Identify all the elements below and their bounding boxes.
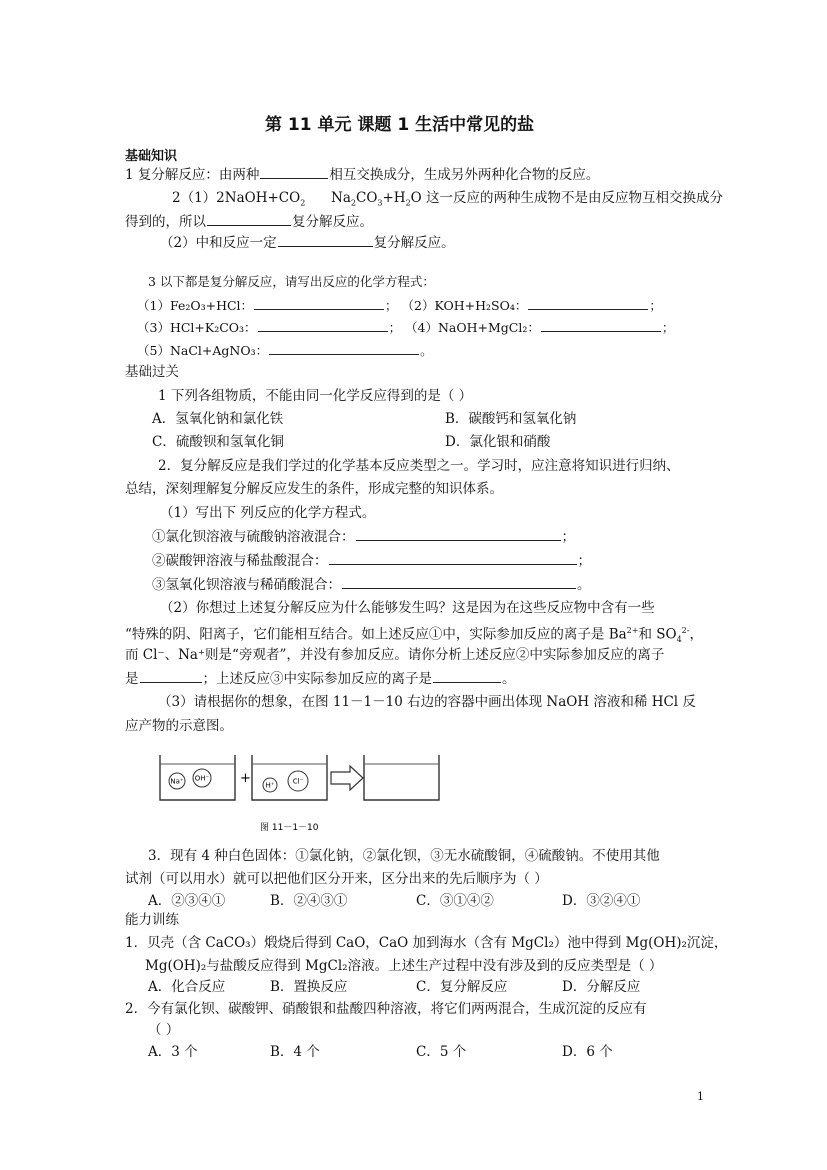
answer-blank[interactable] bbox=[342, 574, 576, 589]
ability-1-line-1: 1．贝壳（含 CaCO₃）煅烧后得到 CaO，CaO 加到海水（含有 MgCl₂）池中得到 Mg(OH)₂沉淀， bbox=[125, 935, 728, 951]
problem-3-option-a[interactable]: A．②③④① bbox=[148, 893, 226, 909]
equation-end: 。 bbox=[577, 577, 591, 593]
ability-1-option-a[interactable]: A．化合反应 bbox=[148, 979, 226, 995]
q3-text: ； （2）KOH+H₂SO₄： bbox=[385, 298, 528, 313]
equation-3-line bbox=[152, 574, 591, 595]
question-1-text-a: 1 复分解反应：由两种 bbox=[125, 167, 260, 183]
answer-blank[interactable] bbox=[258, 317, 388, 332]
beaker-2 bbox=[252, 755, 327, 800]
section-heading-basic-pass: 基础过关 bbox=[125, 364, 179, 380]
answer-blank[interactable] bbox=[254, 295, 384, 310]
problem-2-line-2: 总结，深刻理解复分解反应发生的条件，形成完整的知识体系。 bbox=[125, 481, 503, 497]
equation-label: ③氢氧化钡溶液与稀硝酸混合： bbox=[152, 577, 341, 593]
problem-3-option-c[interactable]: C．③①④② bbox=[416, 893, 494, 909]
q3-text: 。 bbox=[420, 343, 433, 358]
answer-blank[interactable] bbox=[528, 295, 648, 310]
ability-2-option-c[interactable]: C．5 个 bbox=[416, 1044, 467, 1060]
ion-label-oh: OH⁻ bbox=[194, 774, 210, 783]
answer-blank[interactable] bbox=[260, 164, 328, 179]
question-2-line-3 bbox=[160, 232, 455, 253]
question-2-line-2 bbox=[125, 211, 373, 232]
ability-1-option-b[interactable]: B．置换反应 bbox=[270, 979, 348, 995]
problem-1-stem: 1 下列各组物质，不能由同一化学反应得到的是（ ） bbox=[158, 388, 473, 404]
p2-text: 是 bbox=[125, 671, 139, 687]
beaker-3-empty[interactable] bbox=[364, 755, 439, 800]
p2-text: ；上述反应③中实际参加反应的离子是 bbox=[202, 671, 432, 687]
problem-2-line-9: 应产物的示意图。 bbox=[125, 718, 233, 734]
q2-text: CO bbox=[355, 190, 378, 206]
superscript: 2+ bbox=[626, 626, 639, 635]
question-1-text-b: 相互交换成分，生成另外两种化合物的反应。 bbox=[329, 167, 600, 183]
ion-label-h: H⁺ bbox=[265, 781, 275, 790]
problem-3-option-d[interactable]: D．③②④① bbox=[562, 893, 641, 909]
answer-blank[interactable] bbox=[278, 232, 373, 247]
problem-2-line-3: （1）写出下 列反应的化学方程式。 bbox=[160, 505, 376, 521]
problem-1-option-d[interactable]: D．氯化银和硝酸 bbox=[445, 434, 551, 450]
arrow-right-icon bbox=[331, 766, 363, 790]
ion-label-na: Na⁺ bbox=[170, 777, 184, 786]
ability-1-line-2: Mg(OH)₂与盐酸反应得到 MgCl₂溶液。上述生产过程中没有涉及到的反应类型是（ ） bbox=[145, 958, 663, 974]
q3-text: （3）HCl+K₂CO₃： bbox=[137, 320, 257, 335]
ability-2-line-2: （ ） bbox=[148, 1022, 180, 1038]
p2-text: ， bbox=[689, 626, 703, 643]
q2-text: （2）中和反应一定 bbox=[160, 235, 277, 251]
equation-end: ； bbox=[561, 529, 575, 545]
answer-blank[interactable] bbox=[541, 317, 661, 332]
beaker-figure bbox=[150, 750, 450, 835]
p2-text: “特殊的阴、阳离子，它们能相互结合。如上述反应①中，实际参加反应的离子是 Ba bbox=[125, 626, 627, 643]
section-heading-basic-knowledge: 基础知识 bbox=[125, 149, 178, 164]
ability-2-option-d[interactable]: D．6 个 bbox=[562, 1044, 613, 1060]
q3-text: （5）NaCl+AgNO₃： bbox=[137, 343, 269, 358]
section-heading-ability-training: 能力训练 bbox=[125, 912, 179, 928]
q2-text: Na bbox=[305, 190, 351, 206]
q2-text: +H bbox=[382, 190, 406, 206]
p2-text: 。 bbox=[502, 671, 516, 687]
superscript: 2- bbox=[681, 626, 690, 635]
equation-end: ； bbox=[577, 553, 591, 569]
q2-text: 复分解反应。 bbox=[373, 235, 455, 251]
q3-text: ； bbox=[661, 320, 675, 335]
q2-text: 复分解反应。 bbox=[292, 214, 373, 230]
equation-label: ②碳酸钾溶液与稀盐酸混合： bbox=[152, 553, 328, 569]
answer-blank[interactable] bbox=[207, 211, 291, 226]
plus-sign: + bbox=[240, 771, 251, 786]
problem-2-line-6: 而 Cl⁻、Na⁺则是“旁观者”，并没有参加反应。请你分析上述反应②中实际参加反应的离子 bbox=[125, 647, 665, 663]
answer-blank[interactable] bbox=[433, 668, 501, 683]
q3-text: （1）Fe₂O₃+HCl： bbox=[137, 298, 254, 313]
ability-2-option-a[interactable]: A．3 个 bbox=[148, 1044, 198, 1060]
q2-text: O 这一反应的两种生成物不是由反应物互相交换成分 bbox=[410, 190, 724, 206]
problem-2-line-7 bbox=[125, 668, 516, 689]
problem-1-option-c[interactable]: C．硫酸钡和氢氧化铜 bbox=[152, 434, 284, 450]
subscript: 2 bbox=[350, 198, 356, 208]
problem-3-line-1: 3．现有 4 种白色固体：①氯化钠，②氯化钡，③无水硫酸铜，④硫酸钠。不使用其他 bbox=[148, 848, 660, 864]
q3-text: ； bbox=[649, 298, 662, 313]
q2-text: 2（1）2NaOH+CO bbox=[172, 190, 301, 206]
p2-text: 和 SO bbox=[638, 626, 677, 643]
equation-1-line bbox=[152, 526, 575, 547]
subscript: 3 bbox=[377, 198, 383, 208]
question-3-intro: 3 以下都是复分解反应，请写出反应的化学方程式： bbox=[148, 274, 435, 289]
problem-1-option-b[interactable]: B．碳酸钙和氢氧化钠 bbox=[445, 411, 577, 427]
answer-blank[interactable] bbox=[329, 550, 577, 565]
answer-blank[interactable] bbox=[356, 526, 561, 541]
problem-1-option-a[interactable]: A．氢氧化钠和氯化铁 bbox=[152, 411, 284, 427]
question-3-row-1 bbox=[137, 295, 662, 316]
question-3-row-3 bbox=[137, 340, 433, 361]
ability-2-option-b[interactable]: B．4 个 bbox=[270, 1044, 320, 1060]
ability-1-option-c[interactable]: C．复分解反应 bbox=[416, 979, 508, 995]
page-number: 1 bbox=[697, 1090, 704, 1103]
question-3-row-2 bbox=[137, 317, 674, 338]
subscript: 2 bbox=[405, 198, 411, 208]
equation-label: ①氯化钡溶液与硫酸钠溶液混合： bbox=[152, 529, 355, 545]
problem-3-line-2: 试剂（可以用水）就可以把他们区分开来，区分出来的先后顺序为（ ） bbox=[125, 871, 548, 887]
question-1-line bbox=[125, 164, 599, 185]
problem-2-line-8: （3）请根据你的想象，在图 11－1－10 右边的容器中画出体现 NaOH 溶液和稀 HCl 反 bbox=[158, 694, 696, 710]
figure-caption: 图 11－1－10 bbox=[260, 823, 319, 833]
ion-label-cl: Cl⁻ bbox=[292, 777, 304, 786]
q3-text: ； （4）NaOH+MgCl₂： bbox=[388, 320, 540, 335]
q2-text: 得到的，所以 bbox=[125, 214, 206, 230]
equation-2-line bbox=[152, 550, 591, 571]
answer-blank[interactable] bbox=[140, 668, 202, 683]
page-title: 第 11 单元 课题 1 生活中常见的盐 bbox=[265, 115, 535, 135]
ability-1-option-d[interactable]: D．分解反应 bbox=[562, 979, 641, 995]
answer-blank[interactable] bbox=[269, 340, 419, 355]
subscript: 4 bbox=[676, 635, 682, 645]
problem-2-line-1: 2．复分解反应是我们学过的化学基本反应类型之一。学习时，应注意将知识进行归纳、 bbox=[158, 458, 680, 474]
problem-3-option-b[interactable]: B．②④③① bbox=[270, 893, 348, 909]
subscript: 2 bbox=[300, 198, 306, 208]
ability-2-line-1: 2．今有氯化钡、碳酸钾、硝酸银和盐酸四种溶液，将它们两两混合，生成沉淀的反应有 bbox=[125, 1001, 647, 1017]
problem-2-line-4: （2）你想过上述复分解反应为什么能够发生吗？这是因为在这些反应物中含有一些 bbox=[160, 600, 655, 616]
question-2-line-1 bbox=[172, 188, 723, 214]
